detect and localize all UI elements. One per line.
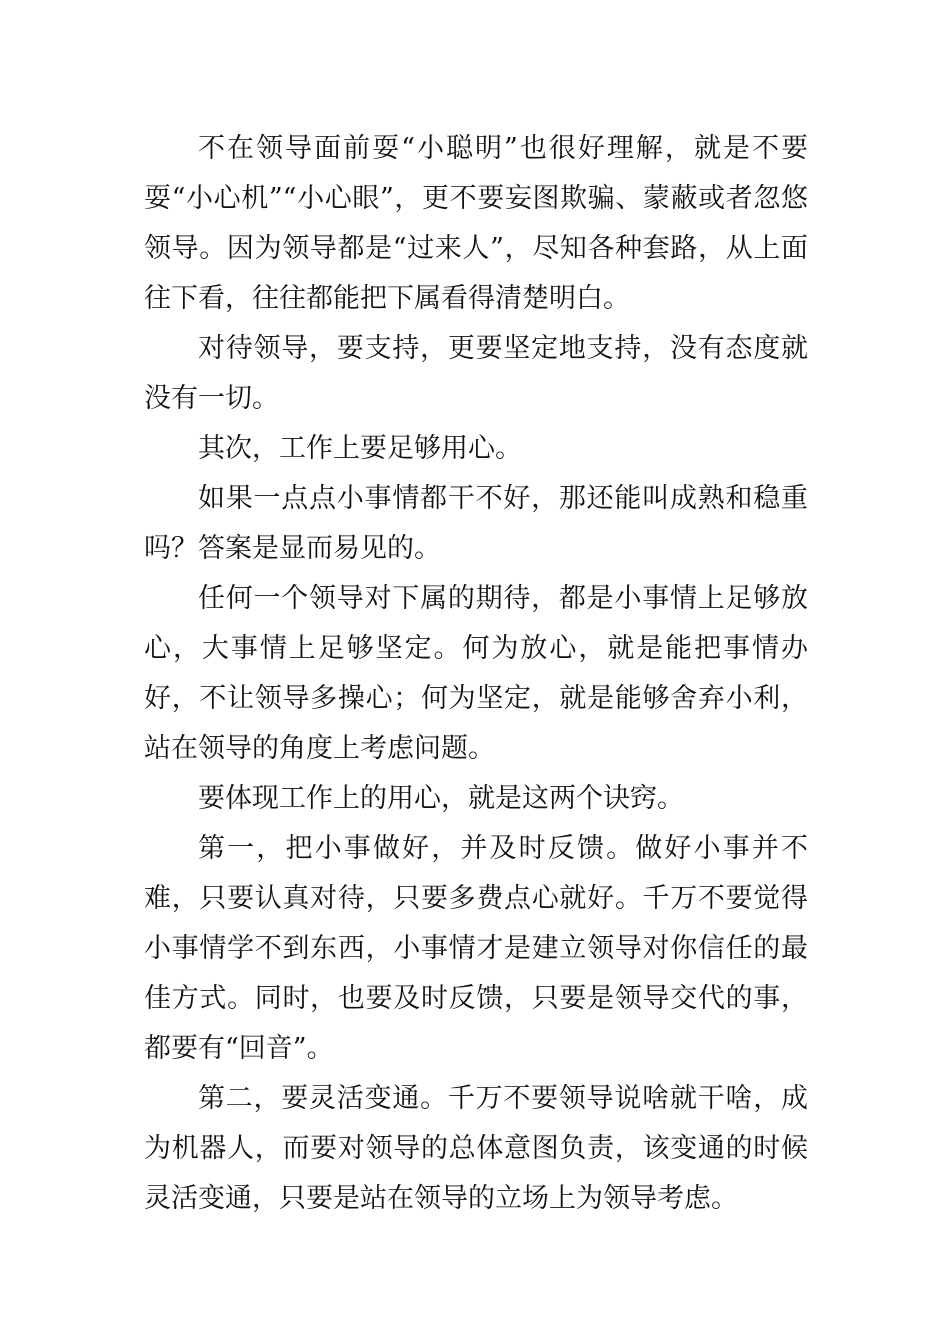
paragraph-6: 要体现工作上的用心，就是这两个诀窍。 (198, 783, 684, 814)
paragraph-2: 对待领导，要支持，更要坚定地支持，没有态度就没有一切。 (144, 333, 808, 414)
paragraph-4: 如果一点点小事情都干不好，那还能叫成熟和稳重吗？答案是显而易见的。 (144, 483, 808, 564)
paragraph-5: 任何一个领导对下属的期待，都是小事情上足够放心，大事情上足够坚定。何为放心，就是能把事情办好，不让领导多操心；何为坚定，就是能够舍弃小利，站在领导的角度上考虑问题。 (144, 583, 808, 764)
paragraph-3: 其次，工作上要足够用心。 (198, 433, 522, 464)
paragraph-8: 第二，要灵活变通。千万不要领导说啥就干啥，成为机器人，而要对领导的总体意图负责，该变通的时候灵活变通，只要是站在领导的立场上为领导考虑。 (144, 1083, 808, 1214)
document-body (144, 124, 808, 1224)
paragraph-7: 第一，把小事做好，并及时反馈。做好小事并不难，只要认真对待，只要多费点心就好。千万不要觉得小事情学不到东西，小事情才是建立领导对你信任的最佳方式。同时，也要及时反馈，只要是领导交代的事，都要有“回音”。 (144, 833, 808, 1064)
paragraph-1: 不在领导面前耍“小聪明”也很好理解，就是不要耍“小心机”“小心眼”，更不要妄图欺骗、蒙蔽或者忽悠领导。因为领导都是“过来人”，尽知各种套路，从上面往下看，往往都能把下属看得清楚明白。 (144, 133, 808, 314)
